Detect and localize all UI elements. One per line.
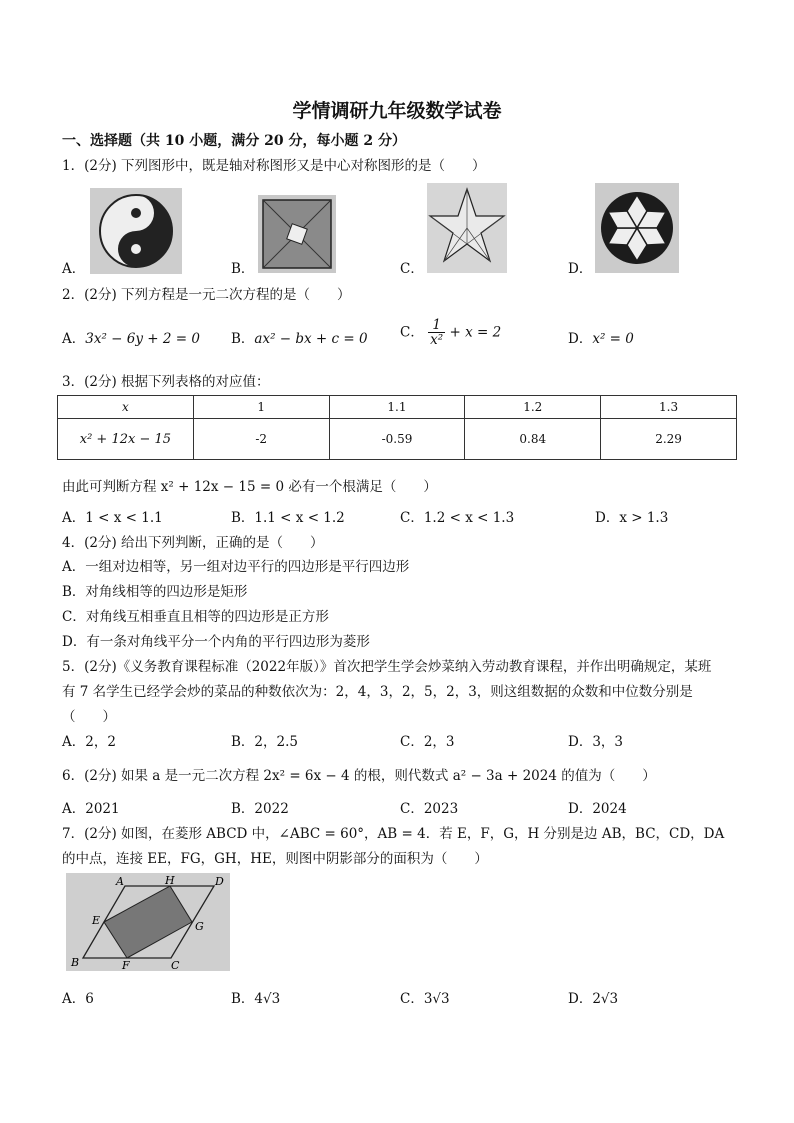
q6-option-d: D．2024 [568, 801, 627, 817]
q7-label-g: G [195, 920, 204, 933]
q2-stem: 2．(2分) 下列方程是一元二次方程的是（ ） [62, 287, 351, 303]
q1-image-star [427, 183, 507, 273]
q4-stem: 4．(2分) 给出下列判断，正确的是（ ） [62, 535, 324, 551]
q5-stem-line1: 5．(2分)《义务教育课程标准（2022年版）》首次把学生学会炒菜纳入劳动教育课程，并作出明确规定，某班 [62, 659, 712, 675]
q7-option-d: D．2√3 [568, 991, 619, 1007]
q7-label-d: D [215, 875, 224, 888]
q1-option-b-label: B． [231, 261, 255, 277]
q7-option-c: C．3√3 [400, 991, 450, 1007]
table-cell: 2.29 [601, 419, 737, 460]
q7-label-b: B [71, 956, 80, 969]
q7-label-a: A [116, 875, 124, 888]
q5-stem-line2: 有 7 名学生已经学会炒的菜品的种数依次为：2，4，3，2，5，2，3，则这组数据的众数和中位数分别是 [62, 684, 693, 700]
q7-option-b: B．4√3 [231, 991, 281, 1007]
q2-option-d-label: D． [568, 331, 593, 347]
q7-stem-line2: 的中点，连接 EE，FG，GH，HE，则图中阴影部分的面积为（ ） [62, 851, 488, 867]
q1-image-square [258, 195, 336, 273]
table-row [58, 419, 737, 460]
q2-option-c-label: C． [400, 324, 424, 341]
q1-image-taiji [90, 188, 182, 274]
q1-stem: 1．(2分) 下列图形中，既是轴对称图形又是中心对称图形的是（ ） [62, 158, 486, 174]
q2-option-d [568, 330, 634, 348]
q7-stem-line1: 7．(2分) 如图，在菱形 ABCD 中，∠ABC = 60°，AB = 4．若 E，F，G，H 分别是边 AB，BC，CD，DA [62, 826, 725, 842]
q2-option-c-fraction [428, 318, 445, 347]
q6-stem: 6．(2分) 如果 a 是一元二次方程 2x² = 6x − 4 的根，则代数式 a² − 3a + 2024 的值为（ ） [62, 768, 656, 784]
q5-option-d: D．3，3 [568, 734, 624, 750]
q3-question: 由此可判断方程 x² + 12x − 15 = 0 必有一个根满足（ ） [62, 479, 437, 495]
q2-option-a [62, 330, 200, 348]
q6-option-b: B．2022 [231, 801, 289, 817]
q1-option-a-label: A． [62, 261, 86, 277]
q2-option-c [400, 318, 501, 347]
section-heading: 一、选择题（共 10 小题，满分 20 分，每小题 2 分） [62, 133, 406, 149]
table-header-cell: x [58, 396, 194, 419]
q4-option-a: A．一组对边相等，另一组对边平行的四边形是平行四边形 [62, 559, 410, 575]
q3-option-c: C．1.2 < x < 1.3 [400, 510, 515, 526]
q4-option-d: D．有一条对角线平分一个内角的平行四边形为菱形 [62, 634, 370, 650]
q3-option-b: B．1.1 < x < 1.2 [231, 510, 345, 526]
q7-label-f: F [122, 959, 130, 971]
page-title: 学情调研九年级数学试卷 [292, 100, 502, 122]
q7-option-a: A．6 [62, 991, 94, 1007]
q1-option-d-label: D． [568, 261, 593, 277]
q3-value-table [57, 395, 737, 460]
table-row [58, 396, 737, 419]
q1-option-c-label: C． [400, 261, 424, 277]
q7-label-c: C [171, 959, 180, 971]
q4-option-b: B．对角线相等的四边形是矩形 [62, 584, 248, 600]
q7-rhombus-figure [66, 873, 230, 971]
q2-c-numerator: 1 [428, 318, 445, 333]
q2-c-denominator: x² [430, 332, 444, 348]
table-cell: 0.84 [465, 419, 601, 460]
q2-option-b-label: B． [231, 331, 255, 347]
q3-option-a: A．1 < x < 1.1 [62, 510, 163, 526]
q5-option-a: A．2，2 [62, 734, 116, 750]
table-cell: -2 [193, 419, 329, 460]
q2-option-d-math: x² = 0 [592, 331, 634, 347]
table-header-cell: 1.3 [601, 396, 737, 419]
table-header-cell: 1.1 [329, 396, 465, 419]
table-row-label: x² + 12x − 15 [58, 419, 194, 460]
q3-option-d: D．x > 1.3 [595, 510, 669, 526]
q3-stem: 3．(2分) 根据下列表格的对应值： [62, 374, 270, 390]
q7-label-e: E [92, 914, 101, 927]
table-header-cell: 1 [193, 396, 329, 419]
q2-option-b-math: ax² − bx + c = 0 [254, 331, 368, 347]
table-header-cell: 1.2 [465, 396, 601, 419]
q2-option-b [231, 330, 368, 348]
q1-image-hexagram [595, 183, 679, 273]
q7-label-h: H [165, 874, 175, 887]
q2-option-c-rest: + x = 2 [449, 324, 502, 341]
q5-option-c: C．2，3 [400, 734, 455, 750]
q6-option-c: C．2023 [400, 801, 459, 817]
q2-option-a-math: 3x² − 6y + 2 = 0 [85, 331, 200, 347]
q4-option-c: C．对角线互相垂直且相等的四边形是正方形 [62, 609, 329, 625]
q5-stem-line3: （ ） [62, 709, 116, 725]
q5-option-b: B．2，2.5 [231, 734, 298, 750]
table-cell: -0.59 [329, 419, 465, 460]
q6-option-a: A．2021 [62, 801, 120, 817]
q2-option-a-label: A． [62, 331, 86, 347]
